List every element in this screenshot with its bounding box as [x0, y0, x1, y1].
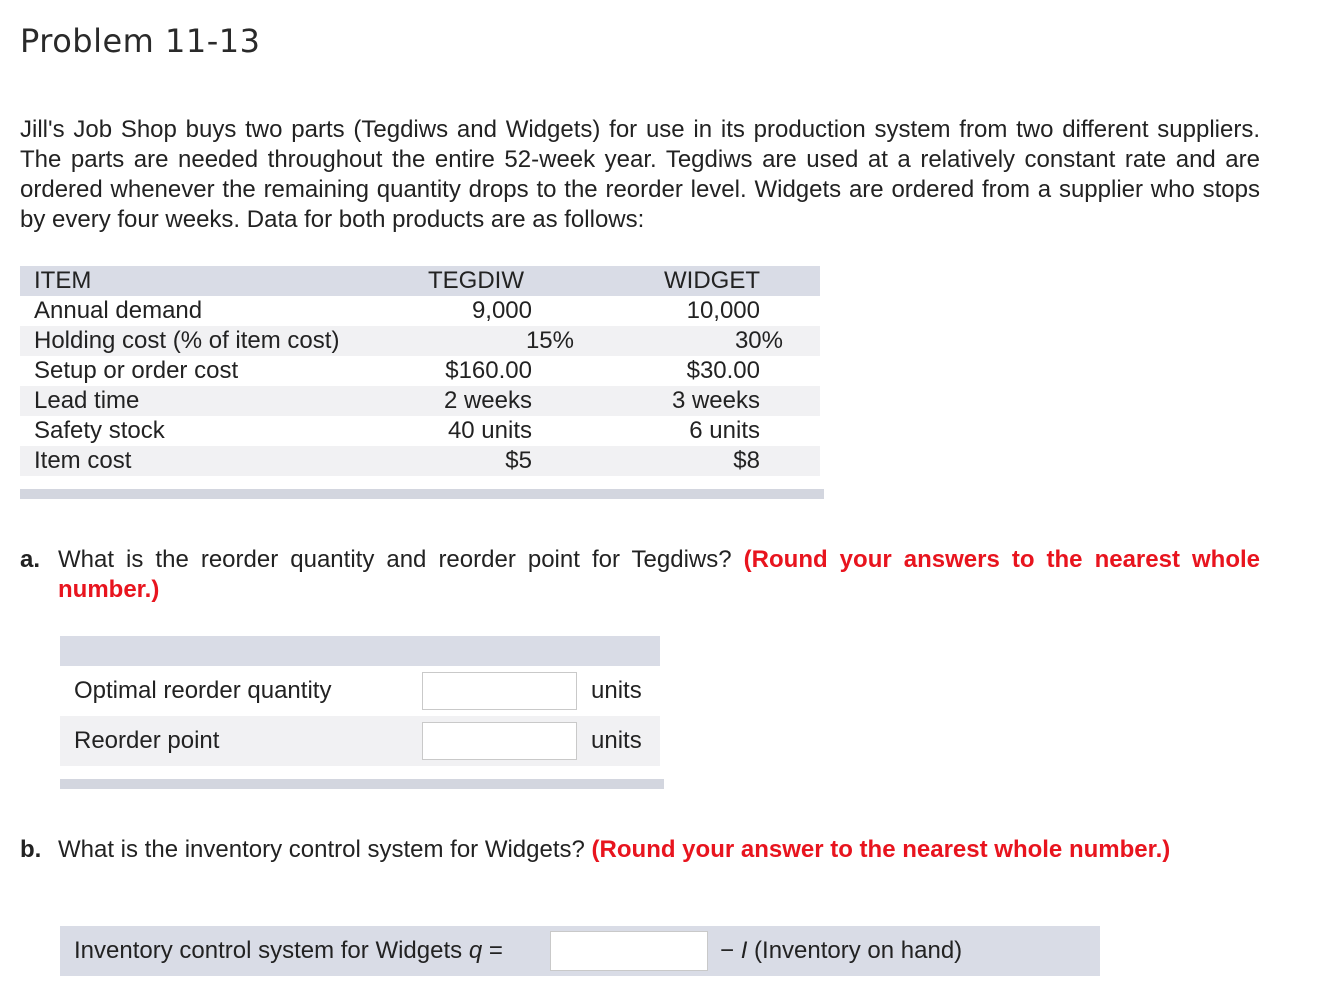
answer-box-b — [60, 926, 1100, 976]
row-label: Safety stock — [34, 417, 165, 444]
reorder-point-input[interactable] — [422, 722, 577, 760]
data-table — [20, 266, 820, 476]
tegdiw-value: $5 — [505, 447, 532, 474]
answer-row-reorder-point — [60, 716, 660, 766]
reorder-quantity-label: Optimal reorder quantity — [74, 677, 332, 704]
table-row — [20, 446, 820, 476]
widget-value: 3 weeks — [671, 387, 760, 414]
widget-value: 10,000 — [686, 297, 760, 324]
inventory-control-input[interactable] — [550, 931, 708, 971]
answer-table-a-footer — [60, 779, 664, 789]
question-a-rounding-note: (Round your answers to the nearest whole number.) — [58, 546, 1261, 603]
answer-table-a — [60, 636, 660, 766]
answer-table-a-header — [60, 636, 660, 666]
reorder-quantity-unit: units — [591, 677, 642, 704]
header-widget: WIDGET — [664, 267, 760, 294]
table-row — [20, 386, 820, 416]
inventory-control-suffix — [720, 936, 962, 966]
inventory-control-label-prefix: Inventory control system for Widgets — [74, 937, 463, 964]
question-a-body — [58, 545, 1260, 605]
minus-sign: − — [720, 937, 735, 964]
widget-value: $8 — [733, 447, 760, 474]
header-tegdiw: TEGDIW — [428, 267, 524, 294]
row-label: Annual demand — [34, 297, 203, 324]
inventory-control-q-variable: q — [468, 937, 483, 964]
inventory-control-equals: = — [488, 937, 503, 964]
table-footer-divider — [20, 489, 824, 499]
table-row — [20, 416, 820, 446]
table-row — [20, 326, 820, 356]
reorder-quantity-input[interactable] — [422, 672, 577, 710]
reorder-point-label: Reorder point — [74, 727, 220, 754]
page-title: Problem 11-13 — [20, 22, 261, 60]
tegdiw-value: 2 weeks — [443, 387, 532, 414]
row-label: Item cost — [34, 447, 132, 474]
row-label: Setup or order cost — [34, 357, 239, 384]
question-b-body — [58, 835, 1260, 865]
inventory-on-hand-variable: I — [740, 937, 748, 964]
row-label: Holding cost (% of item cost) — [34, 327, 340, 354]
question-a-letter: a. — [20, 546, 41, 573]
inventory-control-label — [74, 936, 503, 966]
widget-value: $30.00 — [686, 357, 760, 384]
answer-row-reorder-quantity — [60, 666, 660, 716]
question-a-text: What is the reorder quantity and reorder point for Tegdiws? — [58, 546, 732, 573]
question-a — [20, 545, 1260, 605]
tegdiw-value: 15% — [525, 327, 574, 354]
table-row — [20, 296, 820, 326]
tegdiw-value: 40 units — [447, 417, 532, 444]
header-item: ITEM — [34, 267, 92, 294]
reorder-point-unit: units — [591, 727, 642, 754]
question-b-text: What is the inventory control system for Widgets? — [58, 836, 585, 863]
tegdiw-value: 9,000 — [471, 297, 532, 324]
question-b-rounding-note: (Round your answer to the nearest whole number.) — [591, 836, 1171, 863]
row-label: Lead time — [34, 387, 140, 414]
inventory-on-hand-text: (Inventory on hand) — [754, 937, 963, 964]
tegdiw-value: $160.00 — [445, 357, 532, 384]
widget-value: 6 units — [689, 417, 760, 444]
table-row — [20, 356, 820, 386]
problem-description: Jill's Job Shop buys two parts (Tegdiws and Widgets) for use in its production system from two different suppliers. The parts are needed throughout the entire 52-week year. Tegdiws are used at a relatively constant rate and are ordered whenever the remaining quantity drops to the reorder level. Widgets are ordered from a supplier who stops by every four weeks. Data for both products are as follows: — [20, 116, 1260, 233]
question-b — [20, 835, 1260, 865]
table-header-row — [20, 266, 820, 296]
widget-value: 30% — [734, 327, 783, 354]
question-b-letter: b. — [20, 836, 42, 863]
